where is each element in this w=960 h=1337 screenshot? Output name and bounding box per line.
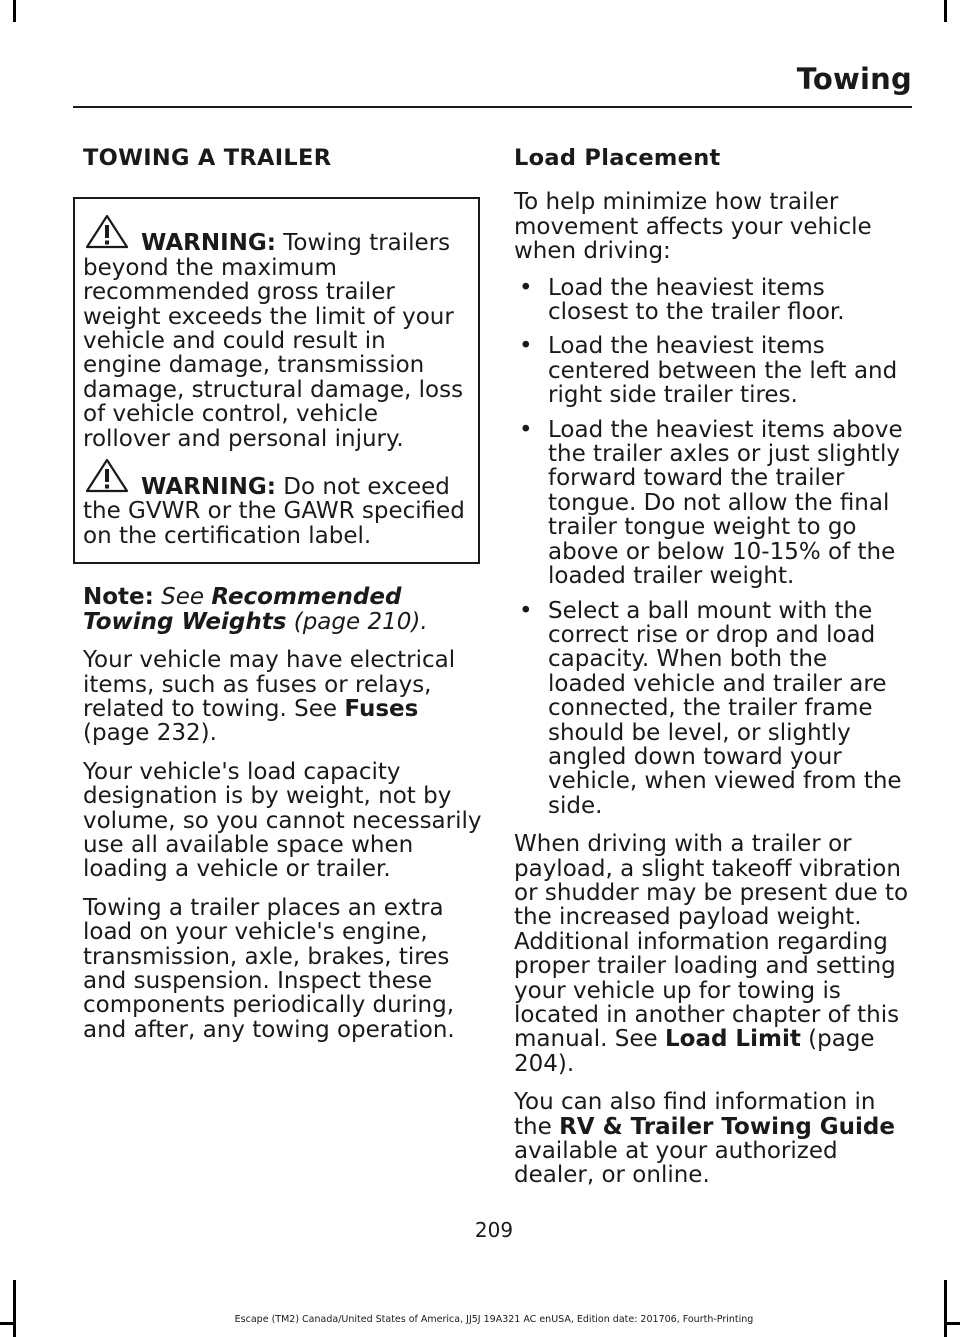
- note-link-recommended-towing-weights[interactable]: Recommended Towing Weights: [83, 584, 402, 635]
- footer-edition-info: Escape (TM2) Canada/United States of America, JJ5J 19A321 AC enUSA, Edition date: 201706, Fourth-Printing: [234, 1314, 754, 1325]
- load-placement-intro: To help minimize how trailer movement affects your vehicle when driving:: [514, 189, 872, 265]
- bullet: •: [519, 416, 533, 443]
- list-item: [514, 276, 910, 325]
- crop-mark-bottom-right-v: [944, 1280, 947, 1337]
- link-rv-trailer-towing-guide[interactable]: RV & Trailer Towing Guide: [559, 1113, 895, 1140]
- paragraph-takeoff-vibration: [514, 832, 910, 1076]
- paragraph-rv-post: available at your authorized dealer, or online.: [514, 1138, 838, 1189]
- crop-mark-bottom-left-v: [13, 1280, 16, 1337]
- note: [83, 585, 483, 634]
- paragraph-rv-guide: [514, 1090, 910, 1188]
- crop-mark-top-left-v: [13, 0, 16, 22]
- warning-2-body: Do not exceed the GVWR or the GAWR specified on the certification label.: [83, 474, 465, 549]
- list-item: [514, 418, 910, 589]
- paragraph-electrical-pre: Your vehicle may have electrical items, such as fuses or relays, related to towing. See: [83, 647, 456, 722]
- list-item-text: Load the heaviest items closest to the trailer floor.: [548, 274, 845, 326]
- list-item: [514, 334, 910, 407]
- warning-1-text: [83, 231, 470, 451]
- warning-2-label: WARNING:: [141, 474, 276, 501]
- left-column: [83, 146, 483, 1042]
- warning-box: [73, 197, 480, 564]
- warning-1: [83, 231, 470, 451]
- paragraph-takeoff-page: (page 204).: [514, 1026, 875, 1077]
- warning-1-label: WARNING:: [141, 230, 276, 257]
- header-rule: [73, 106, 912, 108]
- load-placement-list: [514, 276, 910, 819]
- note-pre: See: [153, 584, 212, 611]
- list-item-text: Load the heaviest items above the trailer axles or just slightly forward toward the trailer tongue. Do not allow the final trailer tongue weight to go above or below 10-15% of the loaded trailer weight.: [548, 416, 903, 590]
- bullet: •: [519, 597, 533, 624]
- paragraph-electrical-page: (page 232).: [83, 720, 217, 747]
- note-page-ref: (page 210).: [286, 608, 428, 635]
- link-load-limit[interactable]: Load Limit: [664, 1026, 801, 1053]
- page-number: 209: [474, 1218, 514, 1242]
- bullet: •: [519, 333, 533, 360]
- link-fuses[interactable]: Fuses: [344, 695, 419, 722]
- warning-2: [83, 475, 470, 548]
- right-column: [514, 146, 910, 1188]
- paragraph-electrical: [83, 648, 483, 746]
- load-placement-heading: Load Placement: [514, 145, 721, 171]
- paragraph-towing-load: Towing a trailer places an extra load on your vehicle's engine, transmission, axle, brakes, tires and suspension. Inspect these components periodically during, and after, any towing operation.: [83, 894, 455, 1043]
- warning-triangle-icon: [85, 458, 129, 494]
- paragraph-load-capacity: Your vehicle's load capacity designation is by weight, not by volume, so you cannot necessarily use all available space when loading a vehicle or trailer.: [83, 758, 482, 883]
- paragraph-rv-pre: You can also find information in the: [514, 1089, 876, 1140]
- list-item-text: Select a ball mount with the correct rise or drop and load capacity. When both the loaded vehicle and trailer are connected, the trailer frame should be level, or slightly angled down toward your vehicle, when viewed from the side.: [548, 597, 902, 819]
- note-label: Note:: [83, 584, 154, 611]
- paragraph-takeoff-pre: When driving with a trailer or payload, a slight takeoff vibration or shudder may be present due to the increased payload weight. Additional information regarding proper trailer loading and setting your vehicle up for towing is located in another chapter of this manual. See: [514, 831, 909, 1053]
- warning-triangle-icon: [85, 214, 129, 250]
- page-header-title: Towing: [796, 62, 912, 96]
- list-item: [514, 599, 910, 819]
- warning-2-text: [83, 475, 470, 548]
- list-item-text: Load the heaviest items centered between the left and right side trailer tires.: [548, 333, 898, 409]
- crop-mark-top-right-v: [944, 0, 947, 22]
- warning-1-body: Towing trailers beyond the maximum recommended gross trailer weight exceeds the limit of your vehicle and could result in engine damage, transmission damage, structural damage, loss of vehicle control, vehicle rollover and personal injury.: [83, 230, 464, 452]
- section-heading: TOWING A TRAILER: [83, 145, 332, 171]
- bullet: •: [519, 274, 533, 301]
